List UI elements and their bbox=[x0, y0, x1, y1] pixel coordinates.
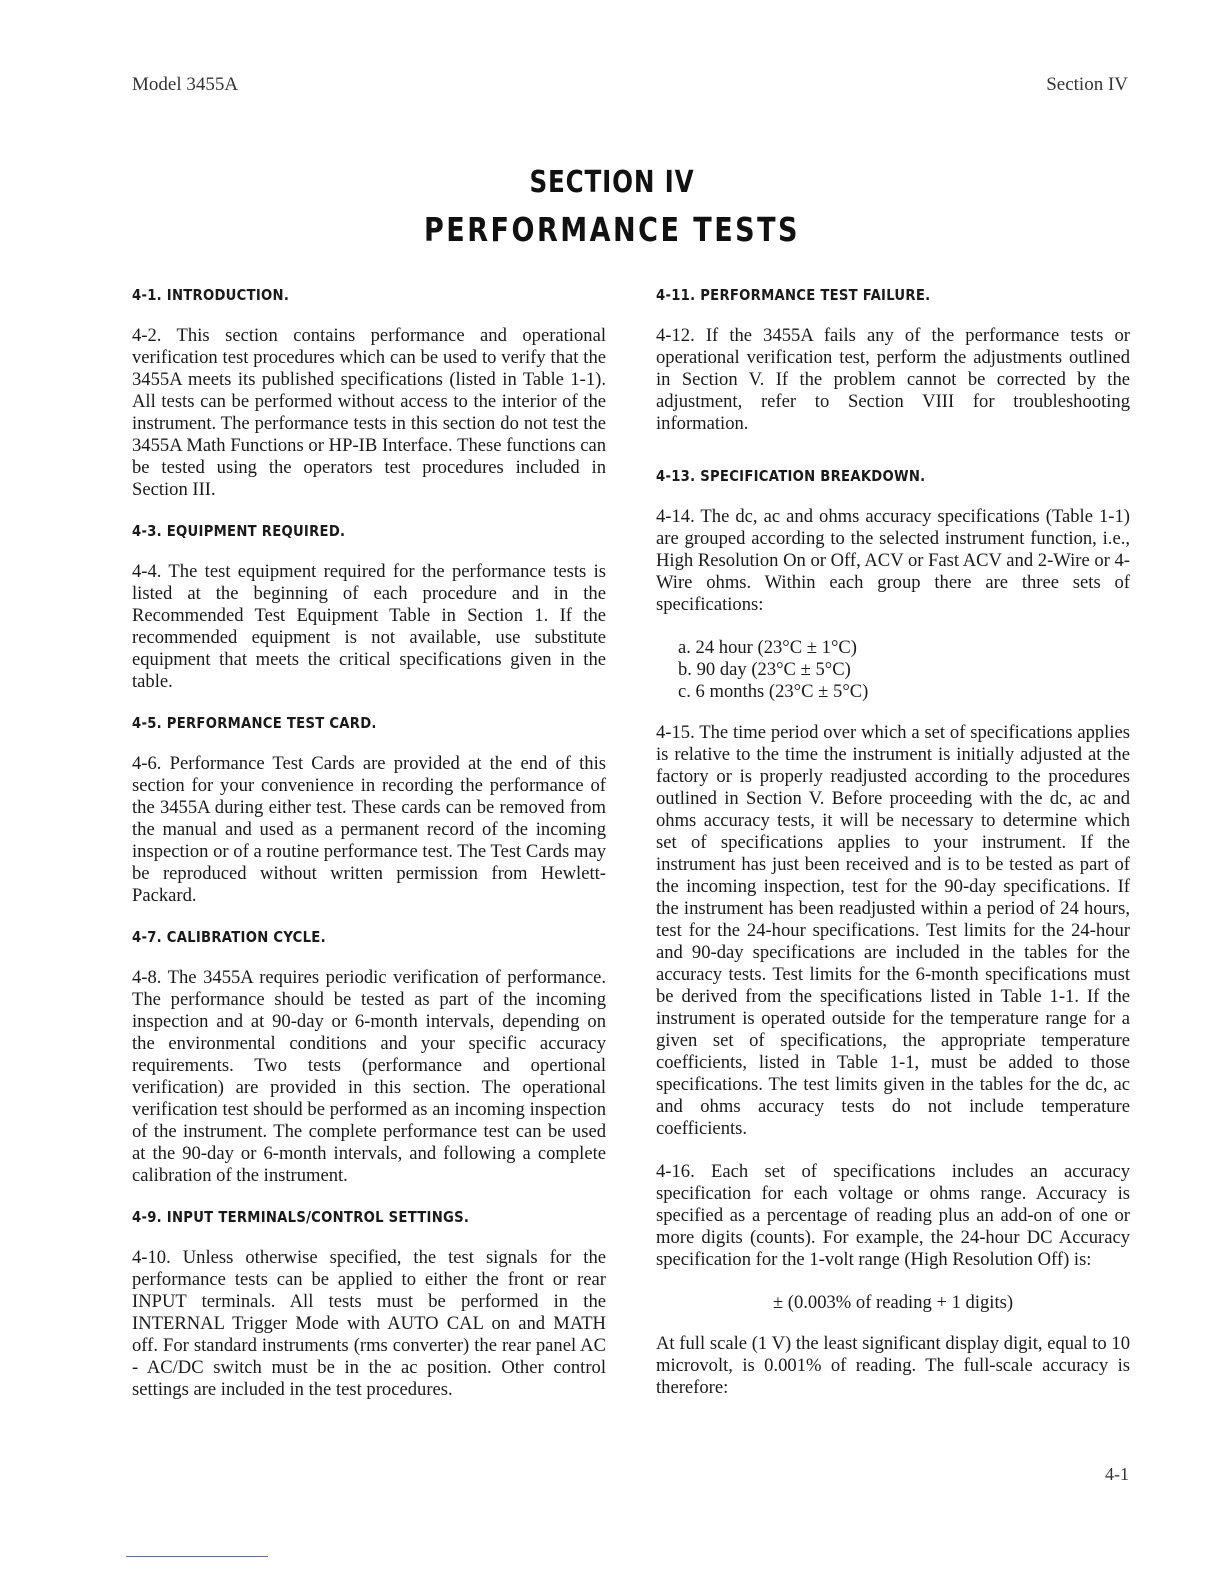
header-model: Model 3455A bbox=[132, 74, 239, 95]
paragraph-4-10: 4-10. Unless otherwise specified, the test signals for the performance tests can be applied to either the front or rear INPUT terminals. All tests must be performed in the INTERNAL Trigger Mode with AUTO CAL on and MATH off. For standard instruments (rms converter) the rear panel AC - AC/DC switch must be in the ac position. Other control settings are included in the test procedures. bbox=[132, 1247, 606, 1400]
list-item: a. 24 hour (23°C ± 1°C) bbox=[678, 637, 857, 658]
list-item: b. 90 day (23°C ± 5°C) bbox=[678, 659, 851, 680]
page-title: PERFORMANCE TESTS bbox=[424, 210, 800, 249]
paragraph-4-15: 4-15. The time period over which a set of specifications applies is relative to the time the instrument is initially adjusted at the factory or is properly readjusted according to the procedures outlined in Section V. Before proceeding with the dc, ac and ohms accuracy tests, it will be necessary to determine which set of specifications applies to your instrument. If the instrument has just been received and is to be tested as part of the incoming inspection, test for the 90-day specifications. If the instrument has been readjusted within a period of 24 hours, test for the 24-hour specifications. Test limits for the 24-hour and 90-day specifications are included in the tables for the accuracy tests. Test limits for the 6-month specifications must be derived from the specifications listed in Table 1-1. If the instrument is operated outside for the temperature range for a given set of specifications, the appropriate temperature coefficients, listed in Table 1-1, must be added to those specifications. The test limits given in the tables for the dc, ac and ohms accuracy tests do not include temperature coefficients. bbox=[656, 722, 1130, 1139]
list-item: c. 6 months (23°C ± 5°C) bbox=[678, 681, 869, 702]
paragraph-4-6: 4-6. Performance Test Cards are provided at the end of this section for your convenience in recording the performance of the 3455A during either test. These cards can be removed from the manual and used as a permanent record of the incoming inspection or of a routine performance test. The Test Cards may be reproduced without written permission from Hewlett-Packard. bbox=[132, 753, 606, 906]
paragraph-4-12: 4-12. If the 3455A fails any of the performance tests or operational verification test, perform the adjustments outlined in Section V. If the problem cannot be corrected by the adjustment, refer to Section VIII for troubleshooting information. bbox=[656, 325, 1130, 434]
heading-input-terminals: 4-9. INPUT TERMINALS/CONTROL SETTINGS. bbox=[132, 1208, 470, 1226]
heading-test-failure: 4-11. PERFORMANCE TEST FAILURE. bbox=[656, 286, 931, 304]
right-column bbox=[656, 286, 1130, 1420]
heading-introduction: 4-1. INTRODUCTION. bbox=[132, 286, 290, 304]
left-column bbox=[132, 286, 606, 1422]
spec-period-list bbox=[678, 637, 1130, 703]
accuracy-formula: ± (0.003% of reading + 1 digits) bbox=[772, 1292, 1014, 1313]
paragraph-4-4: 4-4. The test equipment required for the performance tests is listed at the beginning of each procedure and in the Recommended Test Equipment Table in Section 1. If the recommended equipment is not available, use substitute equipment that meets the critical specifications given in the table. bbox=[132, 561, 606, 692]
section-title: SECTION IV bbox=[529, 165, 695, 200]
paragraph-full-scale: At full scale (1 V) the least significant display digit, equal to 10 microvolt, is 0.001% of reading. The full-scale accuracy is therefore: bbox=[656, 1333, 1130, 1398]
paragraph-4-14: 4-14. The dc, ac and ohms accuracy specifications (Table 1-1) are grouped according to the selected instrument function, i.e., High Resolution On or Off, ACV or Fast ACV and 2-Wire or 4-Wire ohms. Within each group there are three sets of specifications: bbox=[656, 506, 1130, 615]
page-number: 4-1 bbox=[1105, 1464, 1129, 1484]
heading-specification-breakdown: 4-13. SPECIFICATION BREAKDOWN. bbox=[656, 467, 926, 485]
paragraph-4-8: 4-8. The 3455A requires periodic verification of performance. The performance should be tested as part of the incoming inspection and at 90-day or 6-month intervals, depending on the environmental conditions and your specific accuracy requirements. Two tests (performance and opertional verification) are provided in this section. The operational verification test should be performed as an incoming inspection of the instrument. The complete performance test can be used at the 90-day or 6-month intervals, and following a complete calibration of the instrument. bbox=[132, 967, 606, 1186]
heading-performance-test-card: 4-5. PERFORMANCE TEST CARD. bbox=[132, 714, 377, 732]
footer-divider bbox=[126, 1556, 268, 1557]
heading-equipment-required: 4-3. EQUIPMENT REQUIRED. bbox=[132, 522, 346, 540]
heading-calibration-cycle: 4-7. CALIBRATION CYCLE. bbox=[132, 928, 326, 946]
paragraph-4-2: 4-2. This section contains performance and operational verification test procedures which can be used to verify that the 3455A meets its published specifications (listed in Table 1-1). All tests can be performed without access to the interior of the instrument. The performance tests in this section do not test the 3455A Math Functions or HP-IB Interface. These functions can be tested using the operators test procedures included in Section III. bbox=[132, 325, 606, 500]
paragraph-4-16: 4-16. Each set of specifications includes an accuracy specification for each voltage or ohms range. Accuracy is specified as a percentage of reading plus an add-on of one or more digits (counts). For example, the 24-hour DC Accuracy specification for the 1-volt range (High Resolution Off) is: bbox=[656, 1161, 1130, 1270]
header-section: Section IV bbox=[1046, 74, 1128, 95]
